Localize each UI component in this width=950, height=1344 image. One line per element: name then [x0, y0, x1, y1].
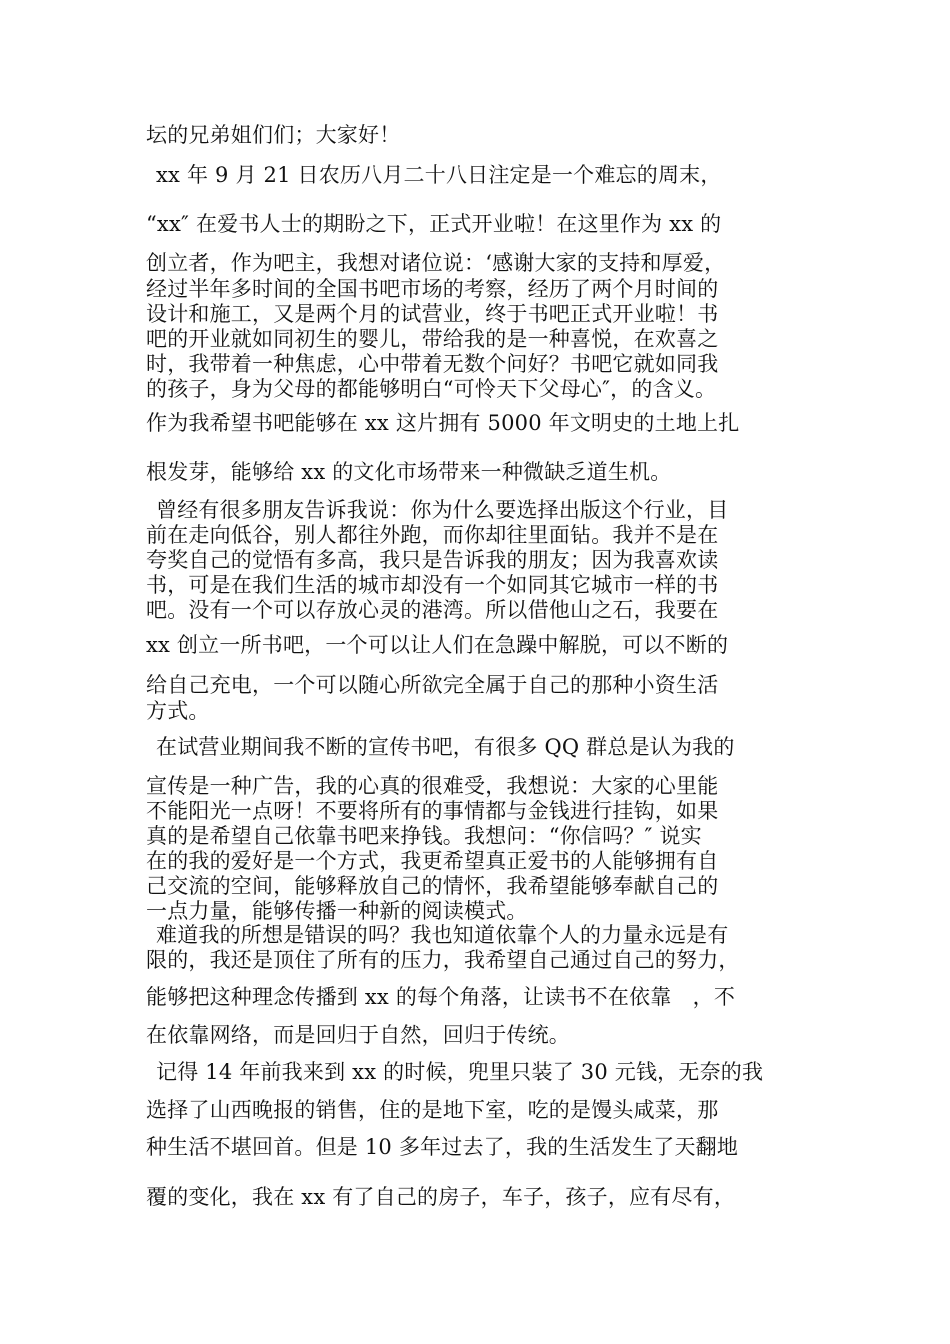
text-line: 记得 14 年前我来到 xx 的时候，兜里只装了 30 元钱，无奈的我: [156, 1060, 764, 1084]
text-line: 夸奖自己的觉悟有多高，我只是告诉我的朋友；因为我喜欢读: [146, 548, 719, 572]
text-line: 种生活不堪回首。但是 10 多年过去了，我的生活发生了天翻地: [146, 1135, 739, 1159]
text-line: 限的，我还是顶住了所有的压力，我希望自己通过自己的努力，: [146, 948, 740, 972]
text-line: 吧的开业就如同初生的婴儿，带给我的是一种喜悦，在欢喜之: [146, 327, 719, 351]
text-line: 覆的变化，我在 xx 有了自己的房子，车子，孩子，应有尽有，: [146, 1185, 736, 1209]
text-line: 设计和施工，又是两个月的试营业，终于书吧正式开业啦！书: [146, 302, 719, 326]
text-line: 方式。: [146, 699, 210, 723]
text-line: 创立者，作为吧主，我想对诸位说：‘感谢大家的支持和厚爱，: [146, 251, 726, 275]
text-line: 经过半年多时间的全国书吧市场的考察，经历了两个月时间的: [146, 277, 719, 301]
text-line: 根发芽，能够给 xx 的文化市场带来一种微缺乏道生机。: [146, 460, 672, 484]
text-line: 的孩子，身为父母的都能够明白“可怜天下父母心″，的含义。: [146, 377, 717, 401]
text-line: 前在走向低谷，别人都往外跑，而你却往里面钻。我并不是在: [146, 523, 719, 547]
text-line: 在依靠网络，而是回归于自然，回归于传统。: [146, 1023, 570, 1047]
text-line: 一点力量，能够传播一种新的阅读模式。: [146, 899, 528, 923]
text-line: 作为我希望书吧能够在 xx 这片拥有 5000 年文明史的土地上扎: [146, 411, 740, 435]
text-line: “xx″ 在爱书人士的期盼之下，正式开业啦！在这里作为 xx 的: [146, 212, 722, 236]
text-line: 吧。没有一个可以存放心灵的港湾。所以借他山之石，我要在: [146, 598, 719, 622]
text-line: 坛的兄弟姐们们；大家好！: [146, 123, 401, 147]
text-line: 不能阳光一点呀！不要将所有的事情都与金钱进行挂钩，如果: [146, 799, 719, 823]
text-line: 能够把这种理念传播到 xx 的每个角落，让读书不在依靠 ，不: [146, 985, 736, 1009]
text-line: 宣传是一种广告，我的心真的很难受，我想说：大家的心里能: [146, 774, 719, 798]
text-line: 给自己充电，一个可以随心所欲完全属于自己的那种小资生活: [146, 673, 719, 697]
text-line: 真的是希望自己依靠书吧来挣钱。我想问：“你信吗？″ 说实: [146, 824, 702, 848]
text-line: 难道我的所想是错误的吗？我也知道依靠个人的力量永远是有: [156, 923, 729, 947]
text-line: 在的我的爱好是一个方式，我更希望真正爱书的人能够拥有自: [146, 849, 719, 873]
text-line: xx 年 9 月 21 日农历八月二十八日注定是一个难忘的周末，: [156, 163, 722, 187]
text-line: 曾经有很多朋友告诉我说：你为什么要选择出版这个行业，目: [156, 498, 729, 522]
text-line: xx 创立一所书吧，一个可以让人们在急躁中解脱，可以不断的: [146, 633, 729, 657]
text-line: 在试营业期间我不断的宣传书吧，有很多 QQ 群总是认为我的: [156, 735, 735, 759]
text-line: 选择了山西晚报的销售，住的是地下室，吃的是馒头咸菜，那: [146, 1098, 719, 1122]
text-line: 时，我带着一种焦虑，心中带着无数个问好？书吧它就如同我: [146, 352, 719, 376]
text-line: 书，可是在我们生活的城市却没有一个如同其它城市一样的书: [146, 573, 719, 597]
text-line: 己交流的空间，能够释放自己的情怀，我希望能够奉献自己的: [146, 874, 719, 898]
